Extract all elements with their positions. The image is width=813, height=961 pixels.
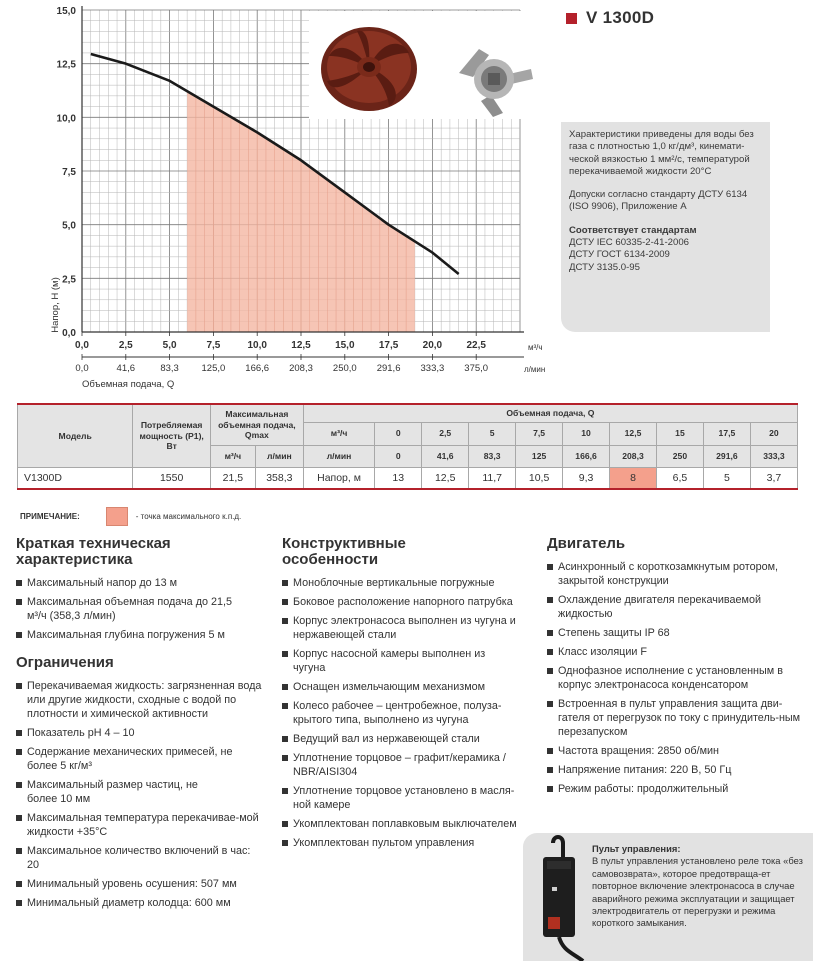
standards-title: Соответствует стандартам xyxy=(569,224,697,236)
design-item: Уплотнение торцовое установлено в масля-ной камере xyxy=(282,784,522,812)
motor-title: Двигатель xyxy=(547,535,626,552)
x2-tick-label: 83,3 xyxy=(160,363,179,374)
limits-item: Показатель pH 4 – 10 xyxy=(16,726,268,740)
head-cell: 5 xyxy=(703,467,750,489)
cell-power: 1550 xyxy=(133,467,211,489)
row-label-lmin: л/мин xyxy=(303,445,374,467)
design-item: Укомплектован поплавковым выключателем xyxy=(282,817,534,831)
x-tick-label: 12,5 xyxy=(291,340,311,351)
flow-lmin-cell: 291,6 xyxy=(703,445,750,467)
y-tick-label: 2,5 xyxy=(62,274,76,286)
y-tick-label: 10,0 xyxy=(56,113,76,125)
head-cell-max-efficiency: 8 xyxy=(610,467,657,489)
limits-item: Максимальный размер частиц, не более 10 мм xyxy=(16,778,216,806)
chart-y-axis-label: Напор, H (м) xyxy=(50,277,61,333)
chart-x-axis-label: Объемная подача, Q xyxy=(82,379,175,390)
standard-item: ДСТУ 3135.0-95 xyxy=(569,261,640,273)
y-tick-label: 12,5 xyxy=(56,59,76,71)
motor-item: Охлаждение двигателя перекачиваемой жидкостью xyxy=(547,593,782,621)
x2-tick-label: 333,3 xyxy=(420,363,445,374)
cell-qmax-m3h: 21,5 xyxy=(210,467,255,489)
remote-title: Пульт управления: xyxy=(592,843,681,854)
design-item: Боковое расположение напорного патрубка xyxy=(282,595,534,609)
model-title-text: V 1300D xyxy=(586,8,655,27)
motor-item: Напряжение питания: 220 В, 50 Гц xyxy=(547,763,805,777)
col-header-model: Модель xyxy=(18,404,133,467)
flow-m3h-cell: 5 xyxy=(469,422,516,445)
x-tick-label: 7,5 xyxy=(206,340,221,351)
limits-item: Содержание механических примесей, не более 5 кг/м³ xyxy=(16,745,246,773)
remote-description: В пульт управления установлено реле тока «без самовозврата», которое предотвраща-ет повторное включение электронасоса в случае аварийного режима эксплуатации и защищает электродвигатель от перегрузки и режима короткого замыкания. xyxy=(592,855,803,929)
flow-m3h-cell: 7,5 xyxy=(516,422,563,445)
head-cell: 12,5 xyxy=(422,467,469,489)
design-item: Укомплектован пультом управления xyxy=(282,836,534,850)
motor-item: Частота вращения: 2850 об/мин xyxy=(547,744,805,758)
model-title-marker xyxy=(566,13,577,24)
design-section xyxy=(282,536,534,855)
x2-tick-label: 291,6 xyxy=(376,363,401,374)
remote-control-image xyxy=(523,833,589,961)
flow-lmin-cell: 83,3 xyxy=(469,445,516,467)
flow-lmin-cell: 208,3 xyxy=(610,445,657,467)
x2-tick-label: 208,3 xyxy=(289,363,313,374)
test-conditions-text: Характеристики приведены для воды без газа с плотностью 1,0 кг/дм³, кинемати-ческой вязкостью 1 мм²/с, температурой перекачиваемой жидкости 20°С xyxy=(569,129,754,177)
note-text: - точка максимального к.п.д. xyxy=(135,512,242,521)
performance-table xyxy=(17,403,798,490)
x-tick-label: 20,0 xyxy=(422,340,443,351)
specs-item: Максимальная глубина погружения 5 м xyxy=(16,628,268,642)
table-row xyxy=(18,467,798,489)
flow-lmin-cell: 125 xyxy=(516,445,563,467)
specs-item: Максимальный напор до 13 м xyxy=(16,576,268,590)
motor-item: Степень защиты IP 68 xyxy=(547,626,805,640)
y-tick-label: 0,0 xyxy=(62,328,76,339)
unit-lmin: л/мин xyxy=(255,445,303,467)
motor-item: Встроенная в пульт управления защита дви-гателя от перегрузок по току с принудитель-ным перезапуском xyxy=(547,697,805,739)
specs-item: Максимальная объемная подача до 21,5 м³/ч (358,3 л/мин) xyxy=(16,595,246,623)
x-tick-label: 2,5 xyxy=(118,340,133,351)
impeller-photo xyxy=(309,11,554,119)
standard-item: ДСТУ IEC 60335-2-41-2006 xyxy=(569,237,689,249)
x2-tick-label: 0,0 xyxy=(75,363,89,374)
cell-model: V1300D xyxy=(18,467,133,489)
x-tick-label: 22,5 xyxy=(466,340,486,351)
flow-lmin-cell: 250 xyxy=(656,445,703,467)
design-title: Конструктивные особенности xyxy=(282,535,406,568)
design-item: Корпус насосной камеры выполнен из чугуна xyxy=(282,647,507,675)
x2-tick-label: 166,6 xyxy=(245,363,270,374)
limits-item: Максимальное количество включений в час: 20 xyxy=(16,844,256,872)
x2-tick-label: 41,6 xyxy=(116,363,136,374)
x-tick-label: 10,0 xyxy=(247,340,267,351)
flow-lmin-cell: 166,6 xyxy=(563,445,610,467)
design-item: Моноблочные вертикальные погружные xyxy=(282,576,534,590)
limits-item: Минимальный диаметр колодца: 600 мм xyxy=(16,896,268,910)
head-cell: 10,5 xyxy=(516,467,563,489)
x2-tick-label: 375,0 xyxy=(464,363,489,374)
limits-title: Ограничения xyxy=(16,654,114,671)
flow-m3h-cell: 10 xyxy=(563,422,610,445)
y-tick-label: 15,0 xyxy=(56,6,76,17)
remote-control-text xyxy=(592,843,806,930)
limits-item: Перекачиваемая жидкость: загрязненная вода или другие жидкости, сходные с водой по плотности и химической активности xyxy=(16,679,266,721)
limits-item: Минимальный уровень осушения: 507 мм xyxy=(16,877,268,891)
note xyxy=(20,507,241,526)
cell-head-label: Напор, м xyxy=(303,467,374,489)
head-cell: 11,7 xyxy=(469,467,516,489)
y-tick-label: 7,5 xyxy=(62,167,76,178)
col-header-power: Потребляемая мощность (P1), Вт xyxy=(133,404,211,467)
x2-tick-label: 125,0 xyxy=(201,363,226,374)
flow-m3h-cell: 2,5 xyxy=(422,422,469,445)
flow-m3h-cell: 20 xyxy=(750,422,797,445)
note-swatch xyxy=(106,507,128,526)
x-tick-label: 5,0 xyxy=(162,340,177,351)
row-label-m3h: м³/ч xyxy=(303,422,374,445)
col-header-max-flow: Максимальная объемная подача, Qmax xyxy=(210,404,303,445)
specs-section xyxy=(16,536,268,647)
chart-x2-unit-label: л/мин xyxy=(524,365,546,374)
y-tick-label: 5,0 xyxy=(62,220,76,232)
x2-tick-label: 250,0 xyxy=(332,363,357,374)
x-tick-label: 15,0 xyxy=(335,340,355,351)
tolerance-text: Допуски согласно стандарту ДСТУ 6134 (ISO 9906), Приложение А xyxy=(569,189,748,213)
x-tick-label: 0,0 xyxy=(75,340,89,351)
flow-m3h-cell: 12,5 xyxy=(610,422,657,445)
motor-section xyxy=(547,536,805,801)
design-item: Уплотнение торцовое – графит/керамика / NBR/AISI304 xyxy=(282,751,527,779)
motor-item: Класс изоляции F xyxy=(547,645,805,659)
flow-m3h-cell: 15 xyxy=(656,422,703,445)
motor-item: Режим работы: продолжительный xyxy=(547,782,805,796)
model-title xyxy=(566,8,654,28)
cell-qmax-lmin: 358,3 xyxy=(255,467,303,489)
flow-lmin-cell: 0 xyxy=(375,445,422,467)
motor-item: Асинхронный с короткозамкнутым ротором, закрытой конструкции xyxy=(547,560,805,588)
chart-x-unit-label: м³/ч xyxy=(528,343,543,352)
standard-item: ДСТУ ГОСТ 6134-2009 xyxy=(569,249,670,261)
design-item: Ведущий вал из нержавеющей стали xyxy=(282,732,534,746)
design-item: Колесо рабочее – центробежное, полуза-крытого типа, выполнено из чугуна xyxy=(282,699,512,727)
specs-title: Краткая техническая характеристика xyxy=(16,535,171,568)
impeller-image xyxy=(321,27,417,111)
limits-section xyxy=(16,655,268,915)
note-label: ПРИМЕЧАНИЕ: xyxy=(20,512,80,521)
flow-m3h-cell: 0 xyxy=(375,422,422,445)
motor-item: Однофазное исполнение с установленным в корпус электронасоса конденсатором xyxy=(547,664,805,692)
flow-lmin-cell: 41,6 xyxy=(422,445,469,467)
flow-m3h-cell: 17,5 xyxy=(703,422,750,445)
head-cell: 3,7 xyxy=(750,467,797,489)
flow-lmin-cell: 333,3 xyxy=(750,445,797,467)
head-cell: 6,5 xyxy=(656,467,703,489)
design-item: Оснащен измельчающим механизмом xyxy=(282,680,534,694)
col-header-flow: Объемная подача, Q xyxy=(303,404,797,422)
x-tick-label: 17,5 xyxy=(378,340,399,351)
limits-item: Максимальная температура перекачивае-мой жидкости +35°С xyxy=(16,811,264,839)
head-cell: 9,3 xyxy=(563,467,610,489)
design-item: Корпус электронасоса выполнен из чугуна и нержавеющей стали xyxy=(282,614,532,642)
grinder-image xyxy=(459,49,533,117)
head-cell: 13 xyxy=(375,467,422,489)
unit-m3h: м³/ч xyxy=(210,445,255,467)
test-conditions-box xyxy=(561,122,770,332)
